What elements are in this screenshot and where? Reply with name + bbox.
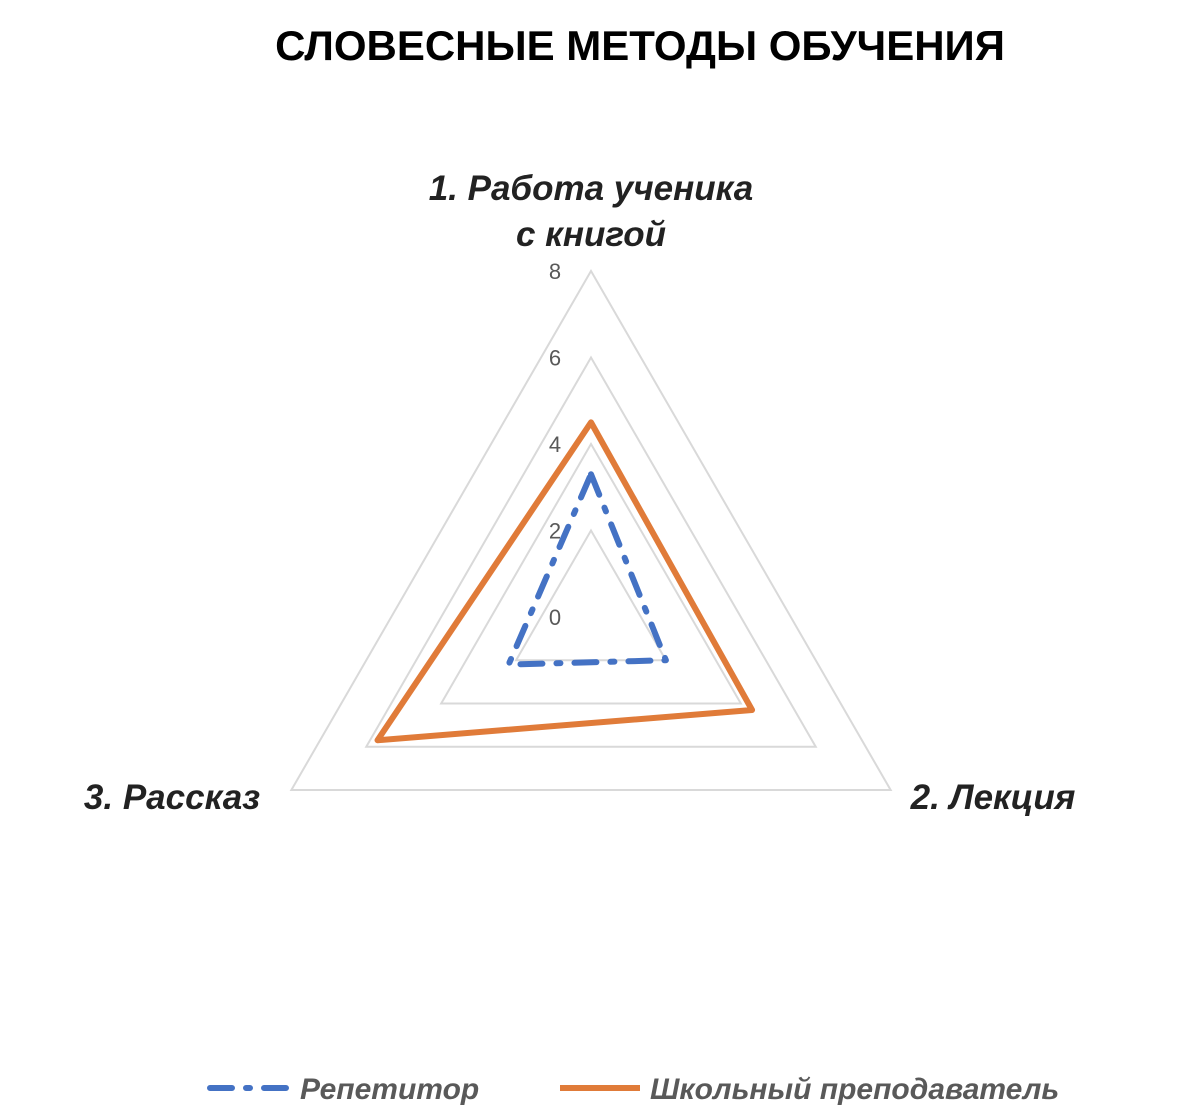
category-label-1: 1. Работа ученика [428,169,754,208]
chart-title: СЛОВЕСНЫЕ МЕТОДЫ ОБУЧЕНИЯ [275,22,1005,69]
legend-label-1: Репетитор [300,1073,480,1106]
tick-label: 8 [548,259,562,284]
radar-grid [291,271,890,790]
series-line-2 [378,422,753,740]
tick-label: 4 [548,432,562,457]
radar-tick-labels [549,259,561,630]
radar-series [378,422,753,740]
tick-label: 2 [548,518,562,544]
tick-label: 6 [548,345,562,371]
series-line-1 [509,474,666,664]
legend-label-2: Школьный преподаватель [650,1073,1060,1106]
grid-ring-6 [366,358,815,747]
category-label-3: 3. Рассказ [83,778,261,817]
category-label-2: 2. Лекция [910,778,1076,817]
tick-label: 0 [548,605,562,630]
chart-legend [210,1073,1059,1106]
category-label-1: с книгой [515,215,667,254]
